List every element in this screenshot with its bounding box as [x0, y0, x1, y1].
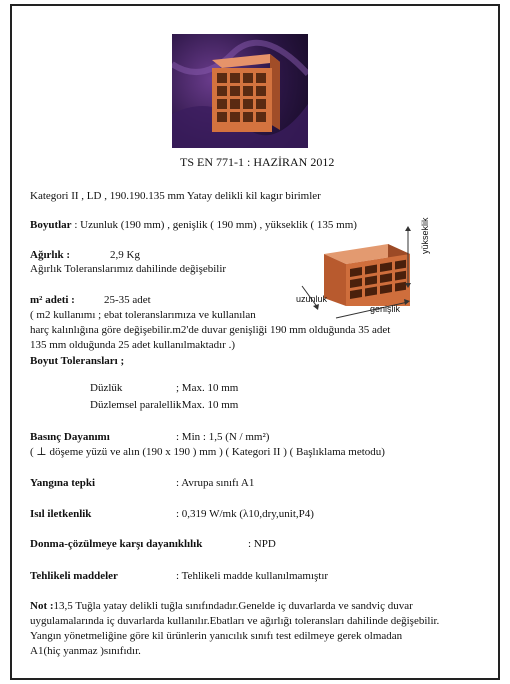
- dimensions-text: : Uzunluk (190 mm) , genişlik ( 190 mm) , yükseklik ( 135 mm): [71, 219, 357, 231]
- perpendicular-symbol: ⊥: [36, 446, 47, 458]
- per-m2-note-3: 135 mm olduğunda 25 adet kullanılmaktadır .): [30, 339, 235, 351]
- width-label: genişlik: [370, 304, 401, 314]
- weight-value: 2,9 Kg: [110, 249, 140, 261]
- thermal-value: : 0,319 W/mk (λ10,dry,unit,P4): [176, 508, 314, 520]
- height-label: yükseklik: [420, 217, 430, 254]
- note-text-1: 13,5 Tuğla yatay delikli tuğla sınıfındadır.Genelde iç duvarlarda ve sandviç duvar: [53, 600, 413, 612]
- weight-note: Ağırlık Toleranslarımız dahilinde değişebilir: [30, 263, 227, 275]
- hazard-label: Tehlikeli maddeler: [30, 570, 118, 582]
- compressive-note: ( ⊥ döşeme yüzü ve alın (190 x 190 ) mm ) ( Kategori II ) ( Başlıklama metodu): [30, 446, 385, 458]
- freeze-value: : NPD: [248, 538, 276, 550]
- note-line-3: Yangın yönetmeliğine göre kil ürünlerin yanıcılık sınıfı test edilmeye gerek olmadan: [30, 630, 403, 642]
- per-m2-value: 25-35 adet: [104, 294, 151, 306]
- tolerance-flatness-value: ; Max. 10 mm: [176, 382, 239, 394]
- freeze-label: Donma-çözülmeye karşı dayanıklılık: [30, 538, 203, 550]
- fire-value: : Avrupa sınıfı A1: [176, 477, 255, 489]
- length-label: uzunluk: [296, 294, 328, 304]
- fire-label: Yangına tepki: [30, 477, 96, 489]
- brick-photo: [172, 34, 308, 148]
- thermal-label: Isıl iletkenlik: [30, 508, 92, 520]
- weight-label: Ağırlık :: [30, 249, 71, 261]
- hazard-value: : Tehlikeli madde kullanılmamıştır: [176, 570, 329, 582]
- compressive-note-text: döşeme yüzü ve alın (190 x 190 ) mm ) ( Kategori II ) ( Başlıklama metodu): [46, 446, 385, 458]
- standard-title: TS EN 771-1 : HAZİRAN 2012: [180, 155, 335, 169]
- tolerance-flatness-name: Düzlük: [90, 382, 123, 394]
- per-m2-note-1: ( m2 kullanımı ; ebat toleranslarımıza ve kullanılan: [30, 309, 256, 321]
- compressive-label: Basınç Dayanımı: [30, 431, 110, 443]
- compressive-value: : Min : 1,5 (N / mm²): [176, 431, 270, 443]
- per-m2-note-2: harç kalınlığına göre değişebilir.m2'de duvar genişliği 190 mm olduğunda 35 adet: [30, 324, 391, 336]
- tolerance-parallel-name: Düzlemsel paralellik: [90, 399, 182, 411]
- dimensions-label: Boyutlar: [30, 219, 72, 231]
- per-m2-label: m² adeti :: [30, 294, 75, 306]
- tolerance-parallel-value: : Max. 10 mm: [176, 399, 239, 411]
- note-line-2: uygulamalarında iç duvarlarda kullanılır.Ebatları ve ağırlığı toleransları dahilinde değişebilir.: [30, 615, 440, 627]
- note-line-1: [30, 600, 413, 613]
- note-label: Not :: [30, 600, 54, 612]
- note-line-4: A1(hiç yanmaz )sınıfıdır.: [30, 645, 141, 657]
- tolerances-title: Boyut Toleransları ;: [30, 355, 125, 367]
- category-line: Kategori II , LD , 190.190.135 mm Yatay delikli kil kagır birimler: [30, 190, 321, 202]
